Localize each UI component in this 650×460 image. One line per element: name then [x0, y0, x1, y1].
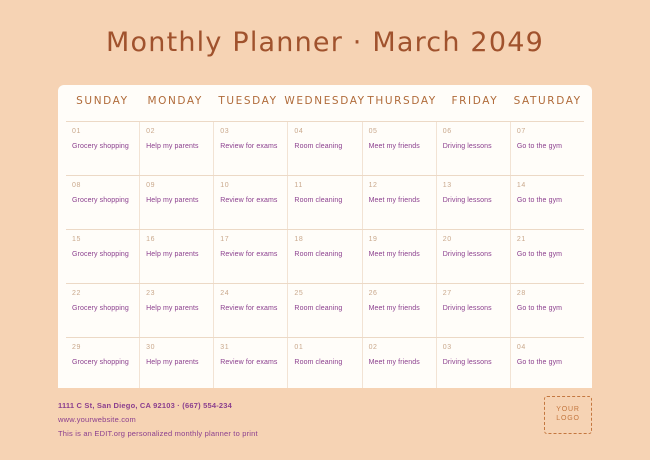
day-event[interactable]: Help my parents: [146, 197, 199, 204]
day-cell[interactable]: [363, 338, 437, 391]
day-number: 26: [368, 290, 378, 297]
day-cell[interactable]: [288, 338, 362, 391]
day-event[interactable]: Grocery shopping: [72, 197, 129, 204]
day-number: 14: [516, 182, 526, 189]
day-cell[interactable]: [66, 122, 140, 175]
day-event[interactable]: Grocery shopping: [72, 359, 129, 366]
day-cell[interactable]: [214, 176, 288, 229]
day-cell[interactable]: [140, 230, 214, 283]
day-cell[interactable]: [288, 176, 362, 229]
day-cell[interactable]: [363, 176, 437, 229]
day-event[interactable]: Room cleaning: [294, 197, 343, 204]
day-cell[interactable]: [363, 230, 437, 283]
day-event[interactable]: Review for exams: [220, 305, 278, 312]
day-number: 17: [220, 236, 230, 243]
day-cell[interactable]: [437, 122, 511, 175]
day-number: 11: [294, 182, 303, 189]
logo-line-1: YOUR: [556, 406, 580, 414]
day-event[interactable]: Meet my friends: [368, 143, 420, 150]
day-number: 01: [294, 344, 304, 351]
day-number: 02: [146, 128, 156, 135]
day-event[interactable]: Help my parents: [146, 143, 199, 150]
weekday-saturday: SATURDAY: [513, 95, 582, 107]
day-event[interactable]: Meet my friends: [368, 197, 420, 204]
day-event[interactable]: Meet my friends: [368, 305, 420, 312]
day-event[interactable]: Go to the gym: [516, 305, 563, 312]
day-number: 09: [146, 182, 156, 189]
day-number: 19: [368, 236, 378, 243]
day-number: 20: [442, 236, 452, 243]
day-event[interactable]: Review for exams: [220, 143, 278, 150]
day-event[interactable]: Help my parents: [146, 251, 199, 258]
day-event[interactable]: Driving lessons: [442, 197, 492, 204]
week-row: [66, 337, 584, 391]
day-cell[interactable]: [511, 230, 584, 283]
week-row: [66, 175, 584, 229]
day-cell[interactable]: [437, 284, 511, 337]
day-cell[interactable]: [214, 338, 288, 391]
footer-note: This is an EDIT.org personalized monthly planner to print: [58, 428, 258, 438]
day-cell[interactable]: [437, 176, 511, 229]
weekday-monday: MONDAY: [147, 95, 203, 107]
day-number: 18: [294, 236, 304, 243]
day-number: 07: [516, 128, 526, 135]
logo-line-2: LOGO: [556, 415, 580, 422]
day-number: 16: [146, 236, 156, 243]
day-cell[interactable]: [140, 122, 214, 175]
day-cell[interactable]: [140, 338, 214, 391]
weekday-tuesday: TUESDAY: [218, 95, 278, 107]
day-number: 05: [368, 128, 378, 135]
contact-address: 1111 C St, San Diego, CA 92103 · (667) 554-234: [58, 401, 233, 410]
day-number: 23: [146, 290, 156, 297]
day-cell[interactable]: [363, 122, 437, 175]
day-cell[interactable]: [288, 284, 362, 337]
day-cell[interactable]: [511, 122, 584, 175]
weekday-header-row: [66, 85, 584, 121]
day-number: 04: [294, 128, 304, 135]
day-cell[interactable]: [363, 284, 437, 337]
day-number: 31: [220, 344, 230, 351]
calendar-card: [58, 85, 592, 391]
day-number: 02: [368, 344, 378, 351]
day-cell[interactable]: [214, 230, 288, 283]
day-number: 29: [72, 344, 81, 351]
day-number: 03: [220, 128, 230, 135]
logo-placeholder[interactable]: [544, 396, 592, 434]
day-event[interactable]: Meet my friends: [368, 359, 420, 366]
day-number: 08: [72, 182, 81, 189]
day-event[interactable]: Room cleaning: [294, 305, 343, 312]
weekday-thursday: THURSDAY: [367, 95, 437, 107]
day-cell[interactable]: [288, 122, 362, 175]
day-number: 03: [442, 344, 452, 351]
day-cell[interactable]: [214, 122, 288, 175]
weekday-friday: FRIDAY: [451, 95, 499, 107]
day-number: 22: [72, 290, 81, 297]
day-event[interactable]: Meet my friends: [368, 251, 420, 258]
day-event[interactable]: Help my parents: [146, 359, 199, 366]
day-number: 24: [220, 290, 230, 297]
day-number: 13: [442, 182, 452, 189]
weekday-wednesday: WEDNESDAY: [284, 95, 366, 107]
day-cell[interactable]: [66, 230, 140, 283]
day-event[interactable]: Review for exams: [220, 251, 278, 258]
day-event[interactable]: Go to the gym: [516, 359, 563, 366]
day-cell[interactable]: [66, 176, 140, 229]
day-number: 15: [72, 236, 81, 243]
day-event[interactable]: Review for exams: [220, 359, 278, 366]
day-number: 28: [516, 290, 526, 297]
day-cell[interactable]: [140, 176, 214, 229]
day-cell[interactable]: [140, 284, 214, 337]
page-title: Monthly Planner · March 2049: [106, 27, 544, 58]
day-cell[interactable]: [511, 338, 584, 391]
day-event[interactable]: Grocery shopping: [72, 251, 129, 258]
day-event[interactable]: Room cleaning: [294, 359, 343, 366]
day-number: 06: [442, 128, 452, 135]
day-event[interactable]: Driving lessons: [442, 359, 492, 366]
day-cell[interactable]: [437, 338, 511, 391]
day-event[interactable]: Driving lessons: [442, 251, 492, 258]
day-number: 30: [146, 344, 156, 351]
day-event[interactable]: Driving lessons: [442, 305, 492, 312]
day-cell[interactable]: [288, 230, 362, 283]
contact-info: [58, 399, 258, 441]
day-event[interactable]: Go to the gym: [516, 197, 563, 204]
day-cell[interactable]: [437, 230, 511, 283]
day-number: 10: [220, 182, 230, 189]
day-event[interactable]: Room cleaning: [294, 143, 343, 150]
day-event[interactable]: Grocery shopping: [72, 305, 129, 312]
day-cell[interactable]: [214, 284, 288, 337]
day-number: 21: [516, 236, 526, 243]
week-row: [66, 283, 584, 337]
day-cell[interactable]: [66, 338, 140, 391]
weekday-sunday: SUNDAY: [76, 95, 129, 107]
day-cell[interactable]: [511, 284, 584, 337]
day-event[interactable]: Driving lessons: [442, 143, 492, 150]
day-event[interactable]: Go to the gym: [516, 143, 563, 150]
day-cell[interactable]: [511, 176, 584, 229]
day-event[interactable]: Go to the gym: [516, 251, 563, 258]
day-event[interactable]: Grocery shopping: [72, 143, 129, 150]
contact-website[interactable]: www.yourwebsite.com: [58, 414, 136, 424]
week-row: [66, 121, 584, 175]
day-number: 01: [72, 128, 81, 135]
day-number: 12: [368, 182, 378, 189]
day-cell[interactable]: [66, 284, 140, 337]
week-row: [66, 229, 584, 283]
day-number: 04: [516, 344, 526, 351]
day-number: 25: [294, 290, 304, 297]
day-number: 27: [442, 290, 452, 297]
footer: [0, 388, 650, 460]
day-event[interactable]: Help my parents: [146, 305, 199, 312]
day-event[interactable]: Room cleaning: [294, 251, 343, 258]
day-event[interactable]: Review for exams: [220, 197, 278, 204]
